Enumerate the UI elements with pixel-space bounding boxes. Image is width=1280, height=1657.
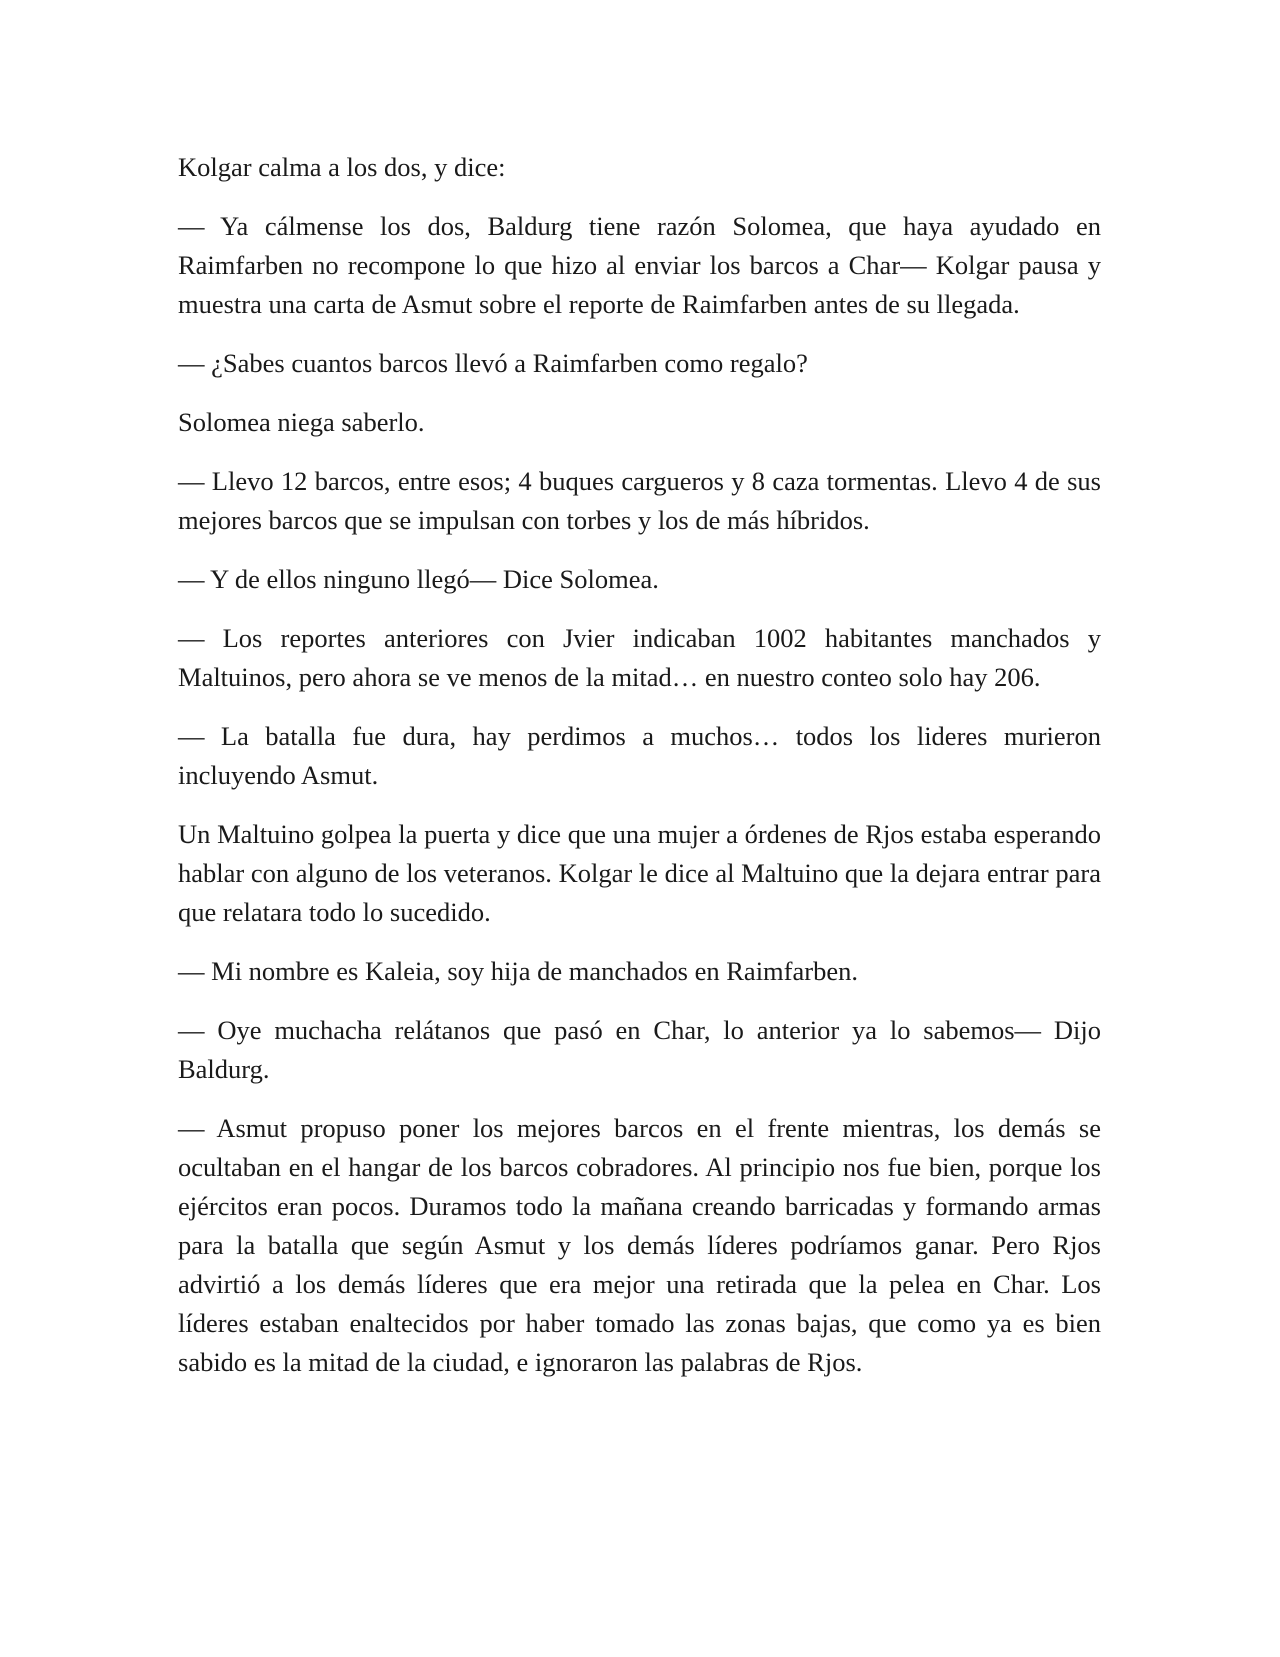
paragraph: — Asmut propuso poner los mejores barcos en el frente mientras, los demás se ocultaban en el hangar de los barcos cobradores. Al principio nos fue bien, porque los ejércitos eran pocos. Duramos todo la mañana creando barricadas y formando armas para la batalla que según Asmut y los demás líderes podríamos ganar. Pero Rjos advirtió a los demás líderes que era mejor una retirada que la pelea en Char. Los líderes estaban enaltecidos por haber tomado las zonas bajas, que como ya es bien sabido es la mitad de la ciudad, e ignoraron las palabras de Rjos. bbox=[178, 1113, 1101, 1377]
paragraph: Un Maltuino golpea la puerta y dice que una mujer a órdenes de Rjos estaba esperando hablar con alguno de los veteranos. Kolgar le dice al Maltuino que la dejara entrar para que relatara todo lo sucedido. bbox=[178, 819, 1101, 927]
paragraph: Solomea niega saberlo. bbox=[178, 407, 425, 437]
paragraph: — ¿Sabes cuantos barcos llevó a Raimfarben como regalo? bbox=[178, 348, 808, 378]
paragraph: — Mi nombre es Kaleia, soy hija de manchados en Raimfarben. bbox=[178, 956, 858, 986]
paragraph: — Los reportes anteriores con Jvier indicaban 1002 habitantes manchados y Maltuinos, pero ahora se ve menos de la mitad… en nuestro conteo solo hay 206. bbox=[178, 623, 1101, 692]
paragraph: Kolgar calma a los dos, y dice: bbox=[178, 152, 506, 182]
document-page bbox=[178, 148, 1101, 1402]
paragraph: — Y de ellos ninguno llegó— Dice Solomea. bbox=[178, 564, 659, 594]
paragraph: — La batalla fue dura, hay perdimos a muchos… todos los lideres murieron incluyendo Asmut. bbox=[178, 721, 1101, 790]
paragraph: — Ya cálmense los dos, Baldurg tiene razón Solomea, que haya ayudado en Raimfarben no recompone lo que hizo al enviar los barcos a Char— Kolgar pausa y muestra una carta de Asmut sobre el reporte de Raimfarben antes de su llegada. bbox=[178, 211, 1101, 319]
paragraph: — Oye muchacha relátanos que pasó en Char, lo anterior ya lo sabemos— Dijo Baldurg. bbox=[178, 1015, 1101, 1084]
paragraph: — Llevo 12 barcos, entre esos; 4 buques cargueros y 8 caza tormentas. Llevo 4 de sus mejores barcos que se impulsan con torbes y los de más híbridos. bbox=[178, 466, 1101, 535]
